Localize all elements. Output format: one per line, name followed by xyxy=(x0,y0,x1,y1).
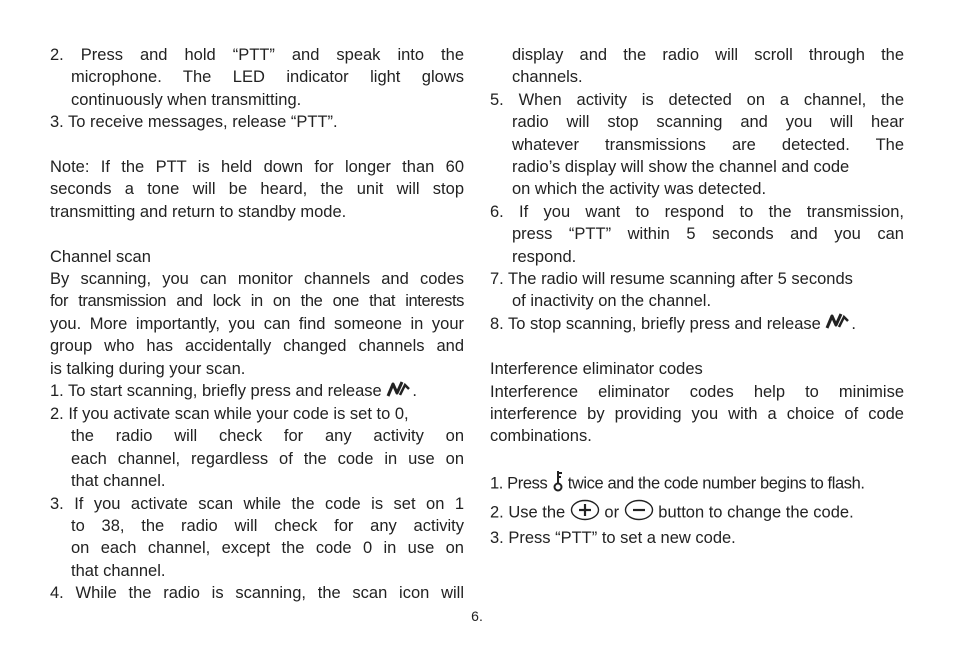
code-step-3: 3. Press “PTT” to set a new code. xyxy=(490,528,736,547)
scan-step-1-period: . xyxy=(412,382,417,401)
scan-step-6-line2: press “PTT” within 5 seconds and you can xyxy=(512,225,904,244)
scan-icon xyxy=(825,313,851,335)
note-line1: Note: If the PTT is held down for longer than 60 xyxy=(50,158,464,177)
scan-step-7-line2: of inactivity on the channel. xyxy=(512,292,712,311)
code-step-2 xyxy=(490,499,904,527)
code-step-2-or: or xyxy=(604,503,620,522)
scan-step-2-line3: each channel, regardless of the code in use on xyxy=(71,449,464,468)
scan-step-2-line2: the radio will check for any activity on xyxy=(71,427,464,446)
ptt-step-3: 3. To receive messages, release “PTT”. xyxy=(50,113,338,132)
scan-step-5-line3: whatever transmissions are detected. The xyxy=(512,135,904,154)
ptt-step-2-line2: microphone. The LED indicator light glows xyxy=(71,68,464,87)
scan-step-3-line3: on each channel, except the code 0 in use on xyxy=(71,539,464,558)
scan-step-7-line1: 7. The radio will resume scanning after 5 seconds xyxy=(490,270,853,289)
scan-intro-line1: By scanning, you can monitor channels and codes xyxy=(50,270,464,289)
scan-step-2-line1: 2. If you activate scan while your code is set to 0, xyxy=(50,404,409,423)
left-column xyxy=(50,44,464,605)
scan-intro-line4: group who has accidentally changed channels and xyxy=(50,337,464,356)
minus-button-icon xyxy=(624,499,654,527)
scan-icon xyxy=(386,381,412,403)
interference-intro-line3: combinations. xyxy=(490,427,592,446)
scan-intro-line2: for transmission and lock in on the one that interests xyxy=(50,292,464,311)
scan-step-8-text: 8. To stop scanning, briefly press and release xyxy=(490,314,821,333)
right-column xyxy=(490,44,904,549)
scan-step-4-line1: 4. While the radio is scanning, the scan icon will xyxy=(50,584,464,603)
scan-step-6-line3: respond. xyxy=(512,247,577,266)
code-step-1-suffix: twice and the code number begins to flash. xyxy=(567,474,865,493)
channel-scan-heading: Channel scan xyxy=(50,247,151,266)
scan-step-3-line4: that channel. xyxy=(71,561,166,580)
ptt-step-2-line1: 2. Press and hold “PTT” and speak into the xyxy=(50,46,464,64)
scan-step-3-line1: 3. If you activate scan while the code is set on 1 xyxy=(50,494,464,513)
scan-step-8-period: . xyxy=(851,314,856,333)
scan-step-8 xyxy=(490,313,904,336)
scan-step-6-line1: 6. If you want to respond to the transmission, xyxy=(490,202,904,221)
scan-step-4-line3: channels. xyxy=(512,68,583,87)
page-number: 6. xyxy=(471,608,483,624)
code-step-1 xyxy=(490,470,904,498)
scan-step-5-line4: radio’s display will show the channel and code xyxy=(512,158,850,177)
note-line3: transmitting and return to standby mode. xyxy=(50,202,347,221)
scan-step-1 xyxy=(50,380,464,403)
scan-intro-line3: you. More importantly, you can find someone in your xyxy=(50,314,464,333)
scan-step-5-line5: on which the activity was detected. xyxy=(512,180,767,199)
interference-heading: Interference eliminator codes xyxy=(490,360,703,379)
plus-button-icon xyxy=(570,499,600,527)
scan-step-5-line2: radio will stop scanning and you will hear xyxy=(512,113,904,132)
scan-step-2-line4: that channel. xyxy=(71,472,166,491)
scan-step-3-line2: to 38, the radio will check for any activity xyxy=(71,516,464,535)
key-icon xyxy=(552,470,564,498)
scan-step-5-line1: 5. When activity is detected on a channel, the xyxy=(490,90,904,109)
scan-step-1-text: 1. To start scanning, briefly press and release xyxy=(50,382,382,401)
scan-intro-line5: is talking during your scan. xyxy=(50,359,246,378)
code-step-2-prefix: 2. Use the xyxy=(490,503,566,522)
note-line2: seconds a tone will be heard, the unit will stop xyxy=(50,180,464,199)
scan-step-4-line2: display and the radio will scroll through the xyxy=(512,46,904,64)
code-step-1-prefix: 1. Press xyxy=(490,474,548,493)
interference-intro-line1: Interference eliminator codes help to minimise xyxy=(490,382,904,401)
ptt-step-2-line3: continuously when transmitting. xyxy=(71,90,302,109)
interference-intro-line2: interference by providing you with a choice of code xyxy=(490,404,904,423)
code-step-2-suffix: button to change the code. xyxy=(658,503,854,522)
